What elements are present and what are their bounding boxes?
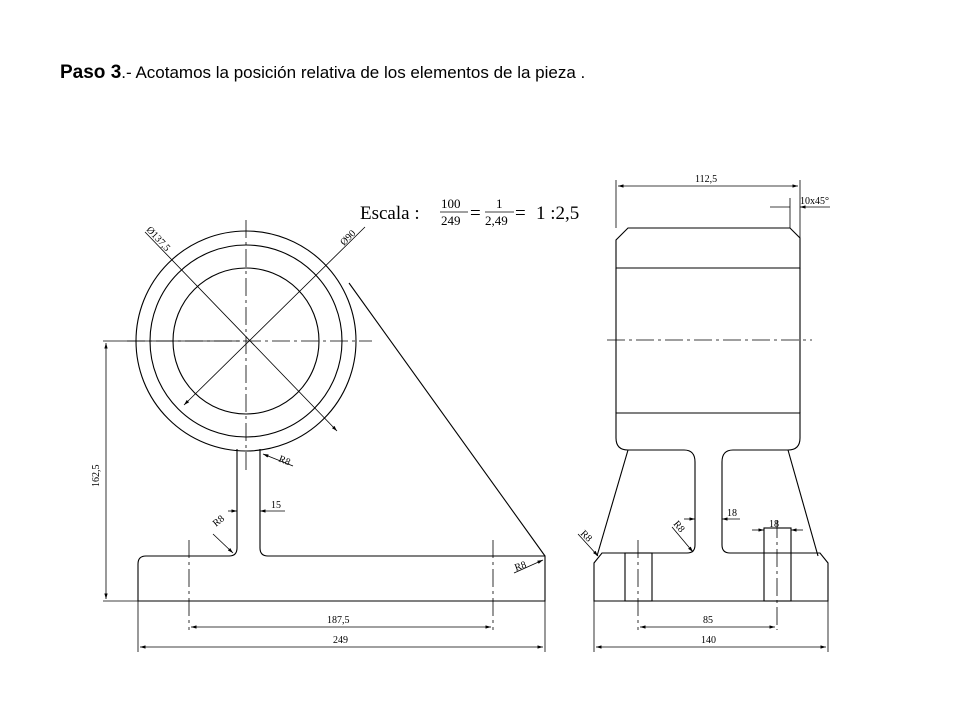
dim-side-holes: 85 <box>703 615 713 626</box>
flank-left <box>597 450 628 556</box>
diameter-inner-line <box>184 227 365 405</box>
scale-den1: 249 <box>441 213 461 228</box>
dim-top-width: 112,5 <box>695 174 718 185</box>
dim-radius-top: R8 <box>276 453 292 469</box>
dim-side-hole: 18 <box>769 519 779 530</box>
radius-bottom-leader <box>213 534 233 553</box>
scale-eq1: = <box>470 203 481 224</box>
dim-radius-bottom: R8 <box>210 513 227 530</box>
dim-side-radius-inner: R8 <box>670 518 687 535</box>
dim-radius-right: R8 <box>513 559 528 574</box>
dim-side-web: 18 <box>727 508 737 519</box>
front-view <box>91 220 545 652</box>
side-hole-right <box>764 528 791 601</box>
scale-den2: 2,49 <box>485 213 508 228</box>
scale-annotation <box>360 196 579 228</box>
step-separator: .- <box>121 63 132 82</box>
side-hole-left <box>625 553 652 601</box>
dim-holes: 187,5 <box>327 615 350 626</box>
side-view <box>578 174 830 652</box>
flank-right <box>788 450 818 556</box>
scale-num1: 100 <box>441 196 461 211</box>
step-description: Acotamos la posición relativa de los elementos de la pieza . <box>135 63 586 82</box>
dim-total-width: 249 <box>333 635 348 646</box>
dim-chamfer: 10x45° <box>800 196 829 207</box>
scale-label: Escala : <box>360 203 420 224</box>
dim-diameter-outer: Ø137,5 <box>143 224 173 254</box>
lower-section <box>594 413 828 601</box>
rib-line <box>349 283 545 556</box>
step-label: Paso 3 <box>60 62 122 83</box>
scale-eq2: = <box>515 203 526 224</box>
dim-diameter-inner: Ø90 <box>338 228 359 249</box>
dim-height: 162,5 <box>91 464 102 487</box>
scale-num2: 1 <box>496 196 503 211</box>
scale-result: 1 :2,5 <box>536 203 580 224</box>
bore-top-section <box>616 228 800 268</box>
dim-web: 15 <box>271 500 281 511</box>
dim-side-radius-left: R8 <box>577 528 594 545</box>
dim-side-width: 140 <box>701 635 716 646</box>
